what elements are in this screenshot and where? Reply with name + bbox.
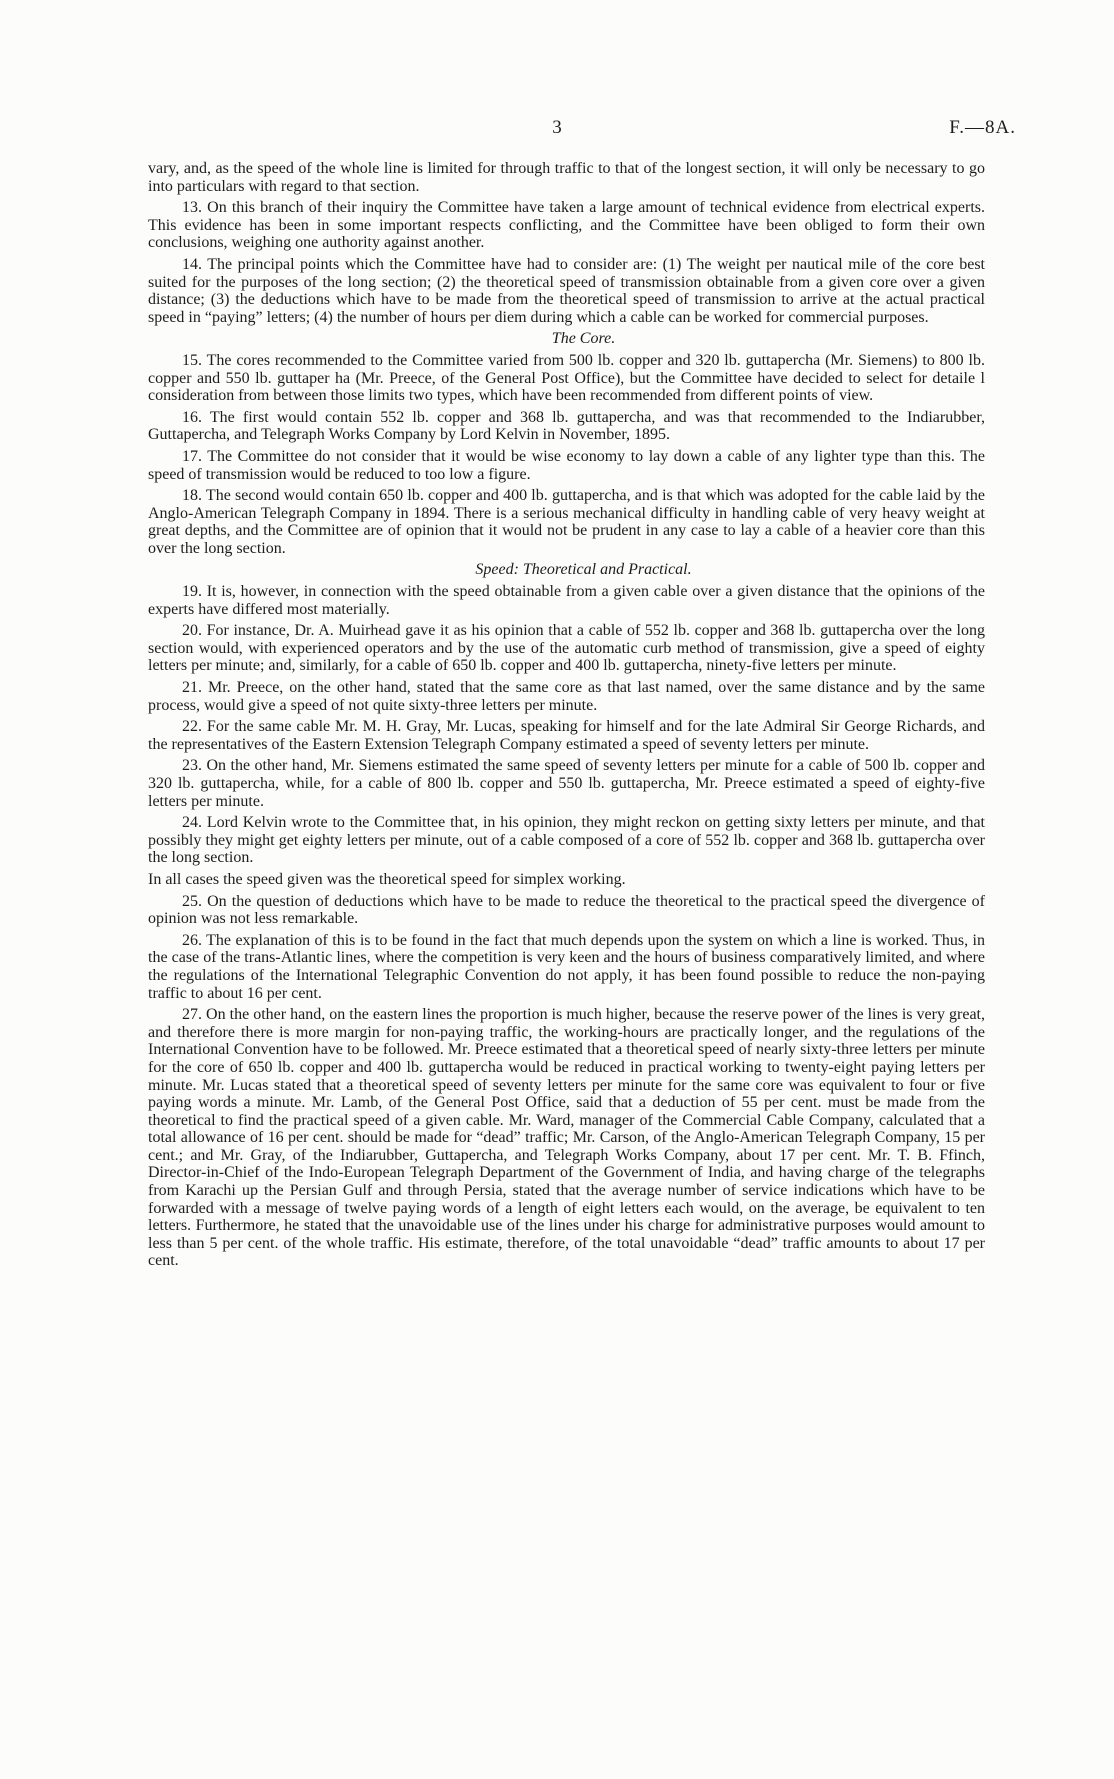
- section-heading-speed: Speed: Theoretical and Practical.: [475, 561, 692, 579]
- document-reference: F.—8A.: [949, 117, 1016, 138]
- paragraph-21: 21. Mr. Preece, on the other hand, stated that the same core as that last named, over the same distance and by the same process, would give a speed of not quite sixty-three letters per minute.: [148, 679, 985, 714]
- paragraph-26: 26. The explanation of this is to be found in the fact that much depends upon the system on which a line is worked. Thus, in the case of the trans-Atlantic lines, where the competition is very keen and the hours of business comparatively limited, and where the regulations of the International Telegraphic Convention do not apply, it has been found possible to reduce the non-paying traffic to about 16 per cent.: [148, 931, 985, 1002]
- page-number: 3: [552, 117, 562, 138]
- paragraph-27: 27. On the other hand, on the eastern lines the proportion is much higher, because the reserve power of the lines is very great, and therefore there is more margin for non-paying traffic, the working-hours are practically longer, and the regulations of the International Convention have to be followed. Mr. Preece estimated that a theoretical speed of nearly sixty-three letters per minute for the core of 650 lb. copper and 400 lb. guttapercha would be reduced in practical working to twenty-eight paying letters per minute. Mr. Lucas stated that a theoretical speed of seventy letters per minute for the same core was equivalent to four or five paying words a minute. Mr. Lamb, of the General Post Office, said that a deduction of 55 per cent. must be made from the theoretical to find the practical speed of a given cable. Mr. Ward, manager of the Commercial Cable Company, calculated that a total allowance of 16 per cent. should be made for “dead” traffic; Mr. Carson, of the Anglo-American Telegraph Company, 15 per cent.; and Mr. Gray, of the Indiarubber, Guttapercha, and Telegraph Works Company, about 17 per cent. Mr. T. B. Ffinch, Director-in-Chief of the Indo-European Telegraph Department of the Government of India, and having charge of the telegraphs from Karachi up the Persian Gulf and through Persia, stated that the average number of service indications which have to be forwarded with a message of twelve paying words of a length of eight letters each would, on the average, be equivalent to ten letters. Furthermore, he stated that the unavoidable use of the lines under his charge for administrative purposes would amount to less than 5 per cent. of the whole traffic. His estimate, therefore, of the total unavoidable “dead” traffic amounts to about 17 per cent.: [148, 1006, 985, 1270]
- section-heading-core: The Core.: [551, 330, 616, 348]
- paragraph-17: 17. The Committee do not consider that it would be wise economy to lay down a cable of any lighter type than this. The speed of transmission would be reduced to too low a figure.: [148, 447, 985, 483]
- paragraph-intro: vary, and, as the speed of the whole line is limited for through traffic to that of the longest section, it will only be necessary to go into particulars with regard to that section.: [148, 160, 985, 195]
- paragraph-19: 19. It is, however, in connection with the speed obtainable from a given cable over a given distance that the opinions of the experts have differed most materially.: [148, 583, 985, 618]
- paragraph-25: 25. On the question of deductions which have to be made to reduce the theoretical to the practical speed the divergence of opinion was not less remarkable.: [148, 892, 985, 928]
- paragraph-14: 14. The principal points which the Committee have had to consider are: (1) The weight per nautical mile of the core best suited for the purposes of the long section; (2) the theoretical speed of transmission obtainable from a given core over a given distance; (3) the deductions which have to be made from the theoretical speed of transmission to arrive at the actual practical speed in “paying” letters; (4) the number of hours per diem during which a cable can be worked for commercial purposes.: [148, 255, 985, 326]
- paragraph-23: 23. On the other hand, Mr. Siemens estimated the same speed of seventy letters per minute for a cable of 500 lb. copper and 320 lb. guttapercha, while, for a cable of 800 lb. copper and 550 lb. guttapercha, Mr. Preece estimated a speed of eighty-five letters per minute.: [148, 757, 985, 810]
- paragraph-24: 24. Lord Kelvin wrote to the Committee that, in his opinion, they might reckon on getting sixty letters per minute, and that possibly they might get eighty letters per minute, out of a cable composed of a core of 552 lb. copper and 368 lb. guttapercha over the long section.: [148, 814, 985, 867]
- paragraph-16: 16. The first would contain 552 lb. copper and 368 lb. guttapercha, and was that recommended to the Indiarubber, Guttapercha, and Telegraph Works Company by Lord Kelvin in November, 1895.: [148, 408, 985, 444]
- paragraph-22: 22. For the same cable Mr. M. H. Gray, Mr. Lucas, speaking for himself and for the late Admiral Sir George Richards, and the representatives of the Eastern Extension Telegraph Company estimated a speed of seventy letters per minute.: [148, 718, 985, 753]
- paragraph-24-note: In all cases the speed given was the theoretical speed for simplex working.: [148, 870, 626, 888]
- paragraph-20: 20. For instance, Dr. A. Muirhead gave it as his opinion that a cable of 552 lb. copper and 368 lb. guttapercha over the long section would, with experienced operators and by the use of the automatic curb method of transmission, give a speed of eighty letters per minute; and, similarly, for a cable of 650 lb. copper and 400 lb. guttapercha, ninety-five letters per minute.: [148, 622, 985, 675]
- paragraph-15: 15. The cores recommended to the Committee varied from 500 lb. copper and 320 lb. guttapercha (Mr. Siemens) to 800 lb. copper and 550 lb. guttaper ha (Mr. Preece, of the General Post Office), but the Committee have decided to select for detaile l consideration from between those limits two types, which have been recommended from different points of view.: [148, 351, 985, 405]
- paragraph-13: 13. On this branch of their inquiry the Committee have taken a large amount of technical evidence from electrical experts. This evidence has been in some important respects conflicting, and the Committee have been obliged to form their own conclusions, weighing one authority against another.: [148, 199, 985, 252]
- paragraph-18: 18. The second would contain 650 lb. copper and 400 lb. guttapercha, and is that which was adopted for the cable laid by the Anglo-American Telegraph Company in 1894. There is a serious mechanical difficulty in handling cable of very heavy weight at great depths, and the Committee are of opinion that it would not be prudent in any case to lay a cable of a heavier core than this over the long section.: [148, 487, 985, 557]
- body-text: [148, 160, 985, 1274]
